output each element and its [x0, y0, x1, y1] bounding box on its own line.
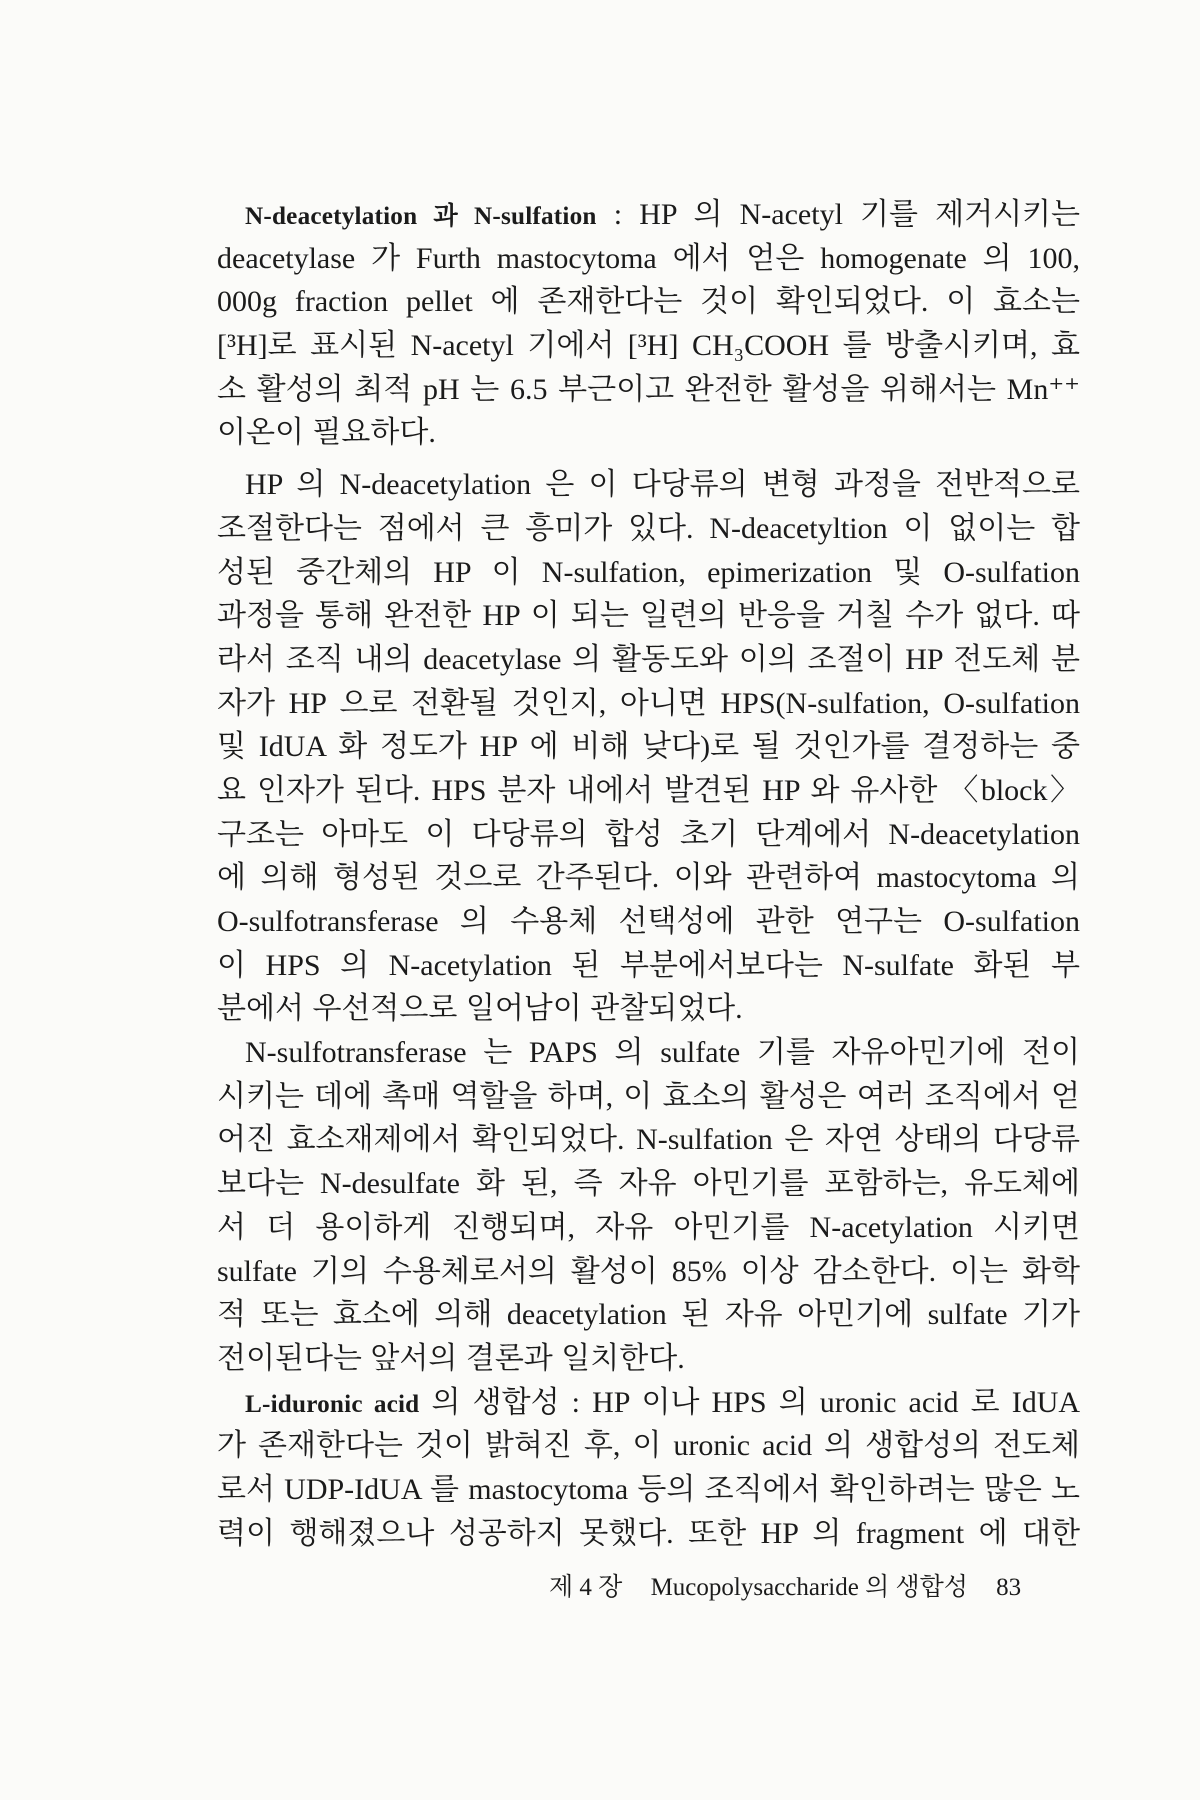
- text-line: 력이 행해졌으나 성공하지 못했다. 또한 HP 의 fragment 에 대한: [217, 1516, 1080, 1550]
- text-line: 로서 UDP-IdUA 를 mastocytoma 등의 조직에서 확인하려는 많은 노: [217, 1472, 1080, 1506]
- paragraph-iduronic-acid: [217, 1381, 1080, 1556]
- text-line: [217, 1381, 1080, 1425]
- text-line: 보다는 N-desulfate 화 된, 즉 자유 아민기를 포함하는, 유도체에: [217, 1167, 1080, 1201]
- text-line: 000g fraction pellet 에 존재한다는 것이 확인되었다. 이 효소는: [217, 285, 1080, 319]
- running-footer: [549, 1571, 1049, 1605]
- text-line: 시키는 데에 촉매 역할을 하며, 이 효소의 활성은 여러 조직에서 얻: [217, 1079, 1080, 1113]
- paragraph-n-sulfotransferase: [217, 1031, 1080, 1381]
- text-line: [³H]로 표시된 N-acetyl 기에서 [³H] CH₃COOH 를 방출시키며, 효: [217, 329, 1080, 363]
- text-line: HP 의 N-deacetylation 은 이 다당류의 변형 과정을 전반적으로: [245, 468, 1080, 502]
- text-line: 전이된다는 앞서의 결론과 일치한다.: [217, 1341, 685, 1375]
- text-line: 조절한다는 점에서 큰 흥미가 있다. N-deacetyltion 이 없이는 합: [217, 511, 1080, 545]
- text-line: 과정을 통해 완전한 HP 이 되는 일련의 반응을 거칠 수가 없다. 따: [217, 599, 1080, 633]
- line-text: 의 생합성 : HP 이나 HPS 의 uronic acid 로 IdUA: [431, 1385, 1080, 1419]
- text-line: 구조는 아마도 이 다당류의 합성 초기 단계에서 N-deacetylation: [217, 817, 1080, 851]
- text-line: 라서 조직 내의 deacetylase 의 활동도와 이의 조절이 HP 전도체 분: [217, 642, 1080, 676]
- footer-title: Mucopolysaccharide 의 생합성: [650, 1574, 968, 1601]
- text-line: 어진 효소재제에서 확인되었다. N-sulfation 은 자연 상태의 다당류: [217, 1123, 1080, 1157]
- text-line: 및 IdUA 화 정도가 HP 에 비해 낮다)로 될 것인가를 결정하는 중: [217, 730, 1080, 764]
- text-line: [217, 193, 1080, 237]
- body-text: [217, 193, 1080, 1555]
- text-line: N-sulfotransferase 는 PAPS 의 sulfate 기를 자유아민기에 전이: [245, 1036, 1080, 1070]
- text-line: 분에서 우선적으로 일어남이 관찰되었다.: [217, 992, 743, 1026]
- text-line: 이온이 필요하다.: [217, 416, 436, 450]
- text-line: 성된 중간체의 HP 이 N-sulfation, epimerization 및 O-sulfation: [217, 555, 1080, 589]
- section-heading: N-deacetylation 과 N-sulfation: [245, 203, 597, 230]
- text-line: 에 의해 형성된 것으로 간주된다. 이와 관련하여 mastocytoma 의: [217, 861, 1080, 895]
- text-line: sulfate 기의 수용체로서의 활성이 85% 이상 감소한다. 이는 화학: [217, 1254, 1080, 1288]
- text-line: 소 활성의 최적 pH 는 6.5 부근이고 완전한 활성을 위해서는 Mn⁺⁺: [217, 372, 1080, 406]
- section-heading: L-iduronic acid: [245, 1390, 420, 1418]
- text-line: 요 인자가 된다. HPS 분자 내에서 발견된 HP 와 유사한 〈block〉: [217, 773, 1080, 807]
- text-line: 적 또는 효소에 의해 deacetylation 된 자유 아민기에 sulfate 기가: [217, 1298, 1080, 1332]
- text-line: 자가 HP 으로 전환될 것인지, 아니면 HPS(N-sulfation, O-sulfation: [217, 686, 1080, 720]
- paragraph-deacetylation-sulfation: [217, 193, 1080, 455]
- text-line: 이 HPS 의 N-acetylation 된 부분에서보다는 N-sulfate 화된 부: [217, 948, 1080, 982]
- paragraph-deacetylation-control: [217, 463, 1080, 1031]
- page-number: 83: [996, 1574, 1022, 1601]
- chapter-label: 제 4 장: [549, 1574, 623, 1601]
- text-line: deacetylase 가 Furth mastocytoma 에서 얻은 homogenate 의 100,: [217, 241, 1080, 275]
- line-text: : HP 의 N-acetyl 기를 제거시키는: [613, 198, 1080, 231]
- text-line: 서 더 용이하게 진행되며, 자유 아민기를 N-acetylation 시키면: [217, 1210, 1080, 1244]
- text-line: 가 존재한다는 것이 밝혀진 후, 이 uronic acid 의 생합성의 전도체: [217, 1429, 1080, 1463]
- text-line: O-sulfotransferase 의 수용체 선택성에 관한 연구는 O-sulfation: [217, 905, 1080, 938]
